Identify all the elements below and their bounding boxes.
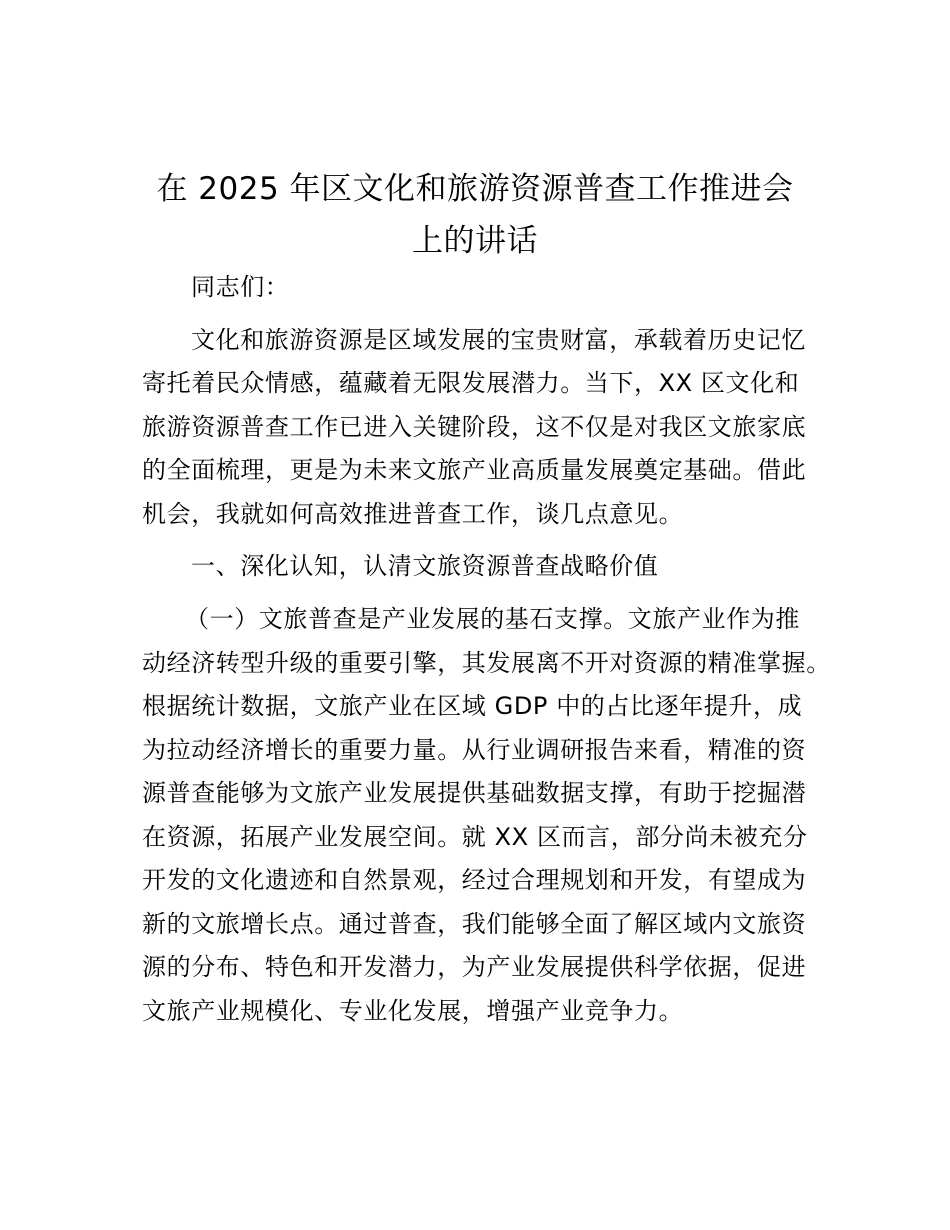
paragraph-line: 旅游资源普查工作已进入关键阶段，这不仅是对我区文旅家底 (142, 413, 807, 441)
title-line-2: 上的讲话 (412, 223, 538, 259)
paragraph-line: 新的文旅增长点。通过普查，我们能够全面了解区域内文旅资 (142, 910, 807, 938)
section-heading: 一、深化认知，认清文旅资源普查战略价值 (191, 552, 659, 580)
paragraph-line: 文旅产业规模化、专业化发展，增强产业竞争力。 (142, 997, 684, 1025)
paragraph-line: 开发的文化遗迹和自然景观，经过合理规划和开发，有望成为 (142, 866, 807, 894)
greeting: 同志们： (191, 273, 290, 301)
paragraph-line: 为拉动经济增长的重要力量。从行业调研报告来看，精准的资 (142, 736, 807, 764)
paragraph-line: 的全面梳理，更是为未来文旅产业高质量发展奠定基础。借此 (142, 456, 807, 484)
paragraph-line: 根据统计数据，文旅产业在区域 GDP 中的占比逐年提升，成 (142, 692, 803, 720)
title-line-1: 在 2025 年区文化和旅游资源普查工作推进会 (156, 171, 794, 207)
paragraph-line: 源普查能够为文旅产业发展提供基础数据支撑，有助于挖掘潜 (142, 779, 807, 807)
paragraph-line: 机会，我就如何高效推进普查工作，谈几点意见。 (142, 500, 684, 528)
paragraph-line: 寄托着民众情感，蕴藏着无限发展潜力。当下，XX 区文化和 (142, 369, 800, 397)
paragraph-line: 在资源，拓展产业发展空间。就 XX 区而言，部分尚未被充分 (142, 823, 808, 851)
paragraph-line: 动经济转型升级的重要引擎，其发展离不开对资源的精准掌握。 (142, 649, 831, 677)
paragraph-line: 文化和旅游资源是区域发展的宝贵财富，承载着历史记忆 (191, 326, 806, 354)
paragraph-line: 源的分布、特色和开发潜力，为产业发展提供科学依据，促进 (142, 953, 807, 981)
document-title (120, 163, 830, 267)
paragraph-line: （一）文旅普查是产业发展的基石支撑。文旅产业作为推 (185, 605, 800, 633)
